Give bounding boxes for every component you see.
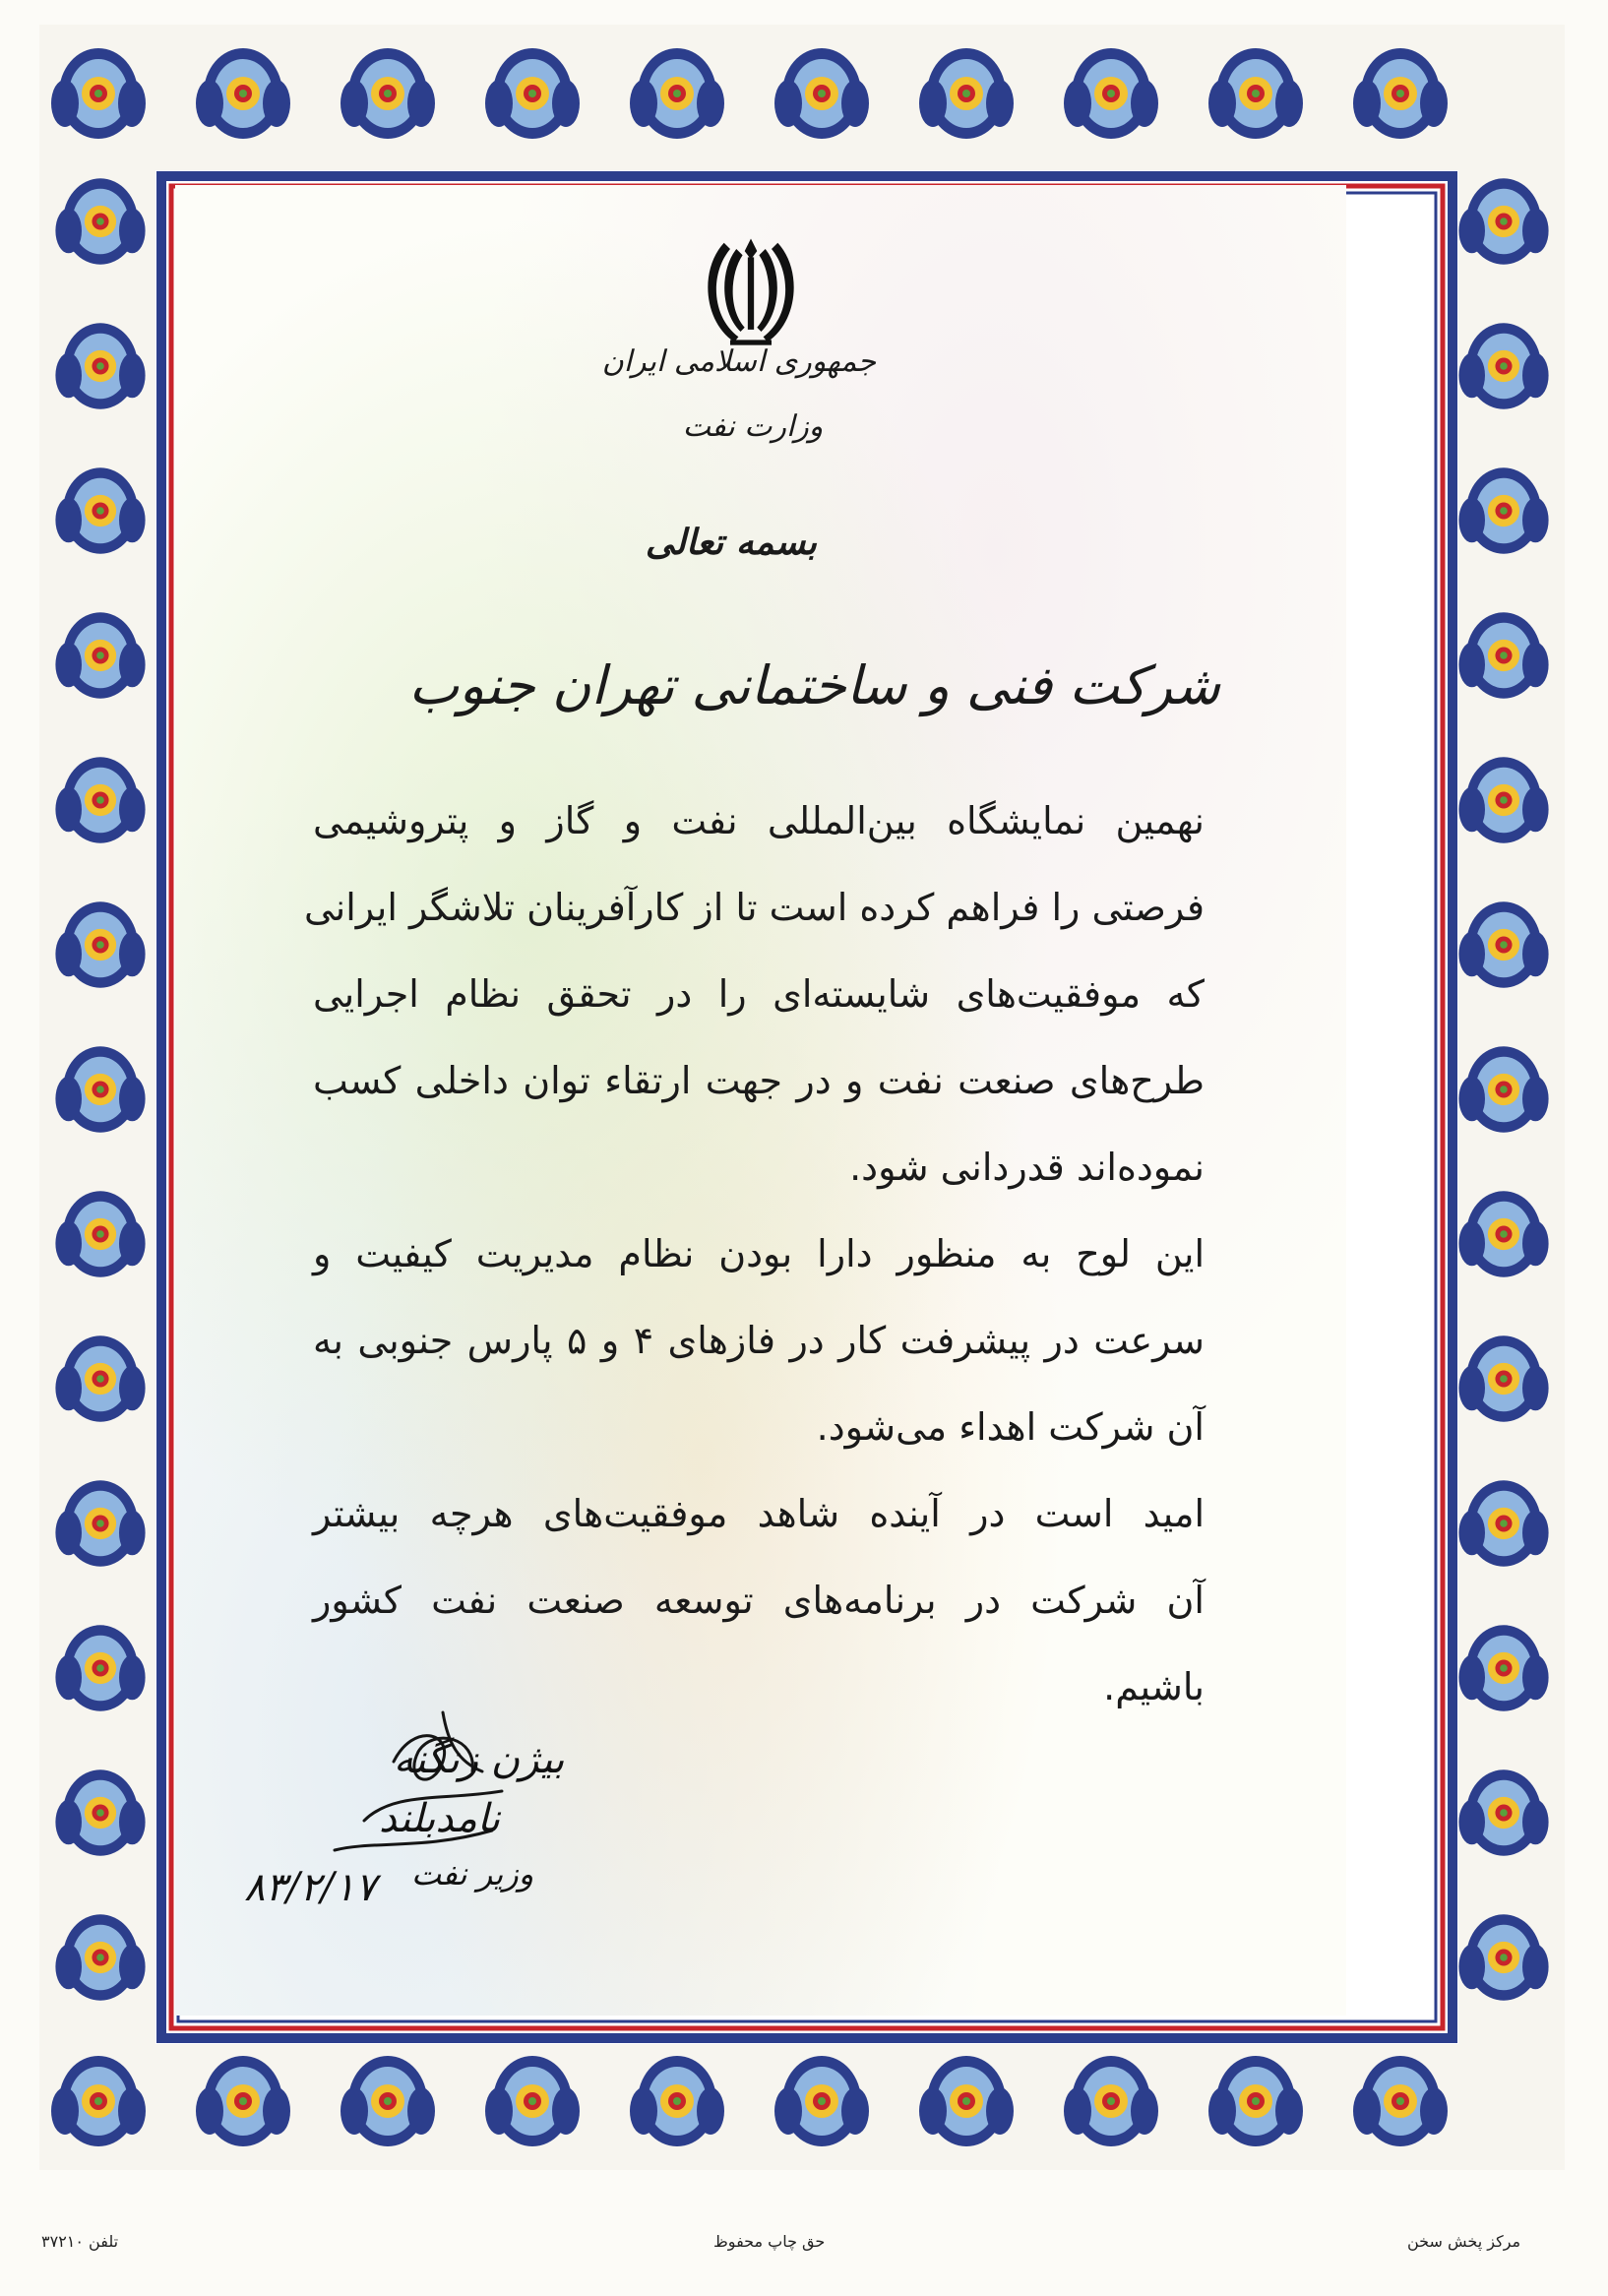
body-line: نموده‌اند قدردانی شود. (849, 1146, 1205, 1189)
body-line: طرح‌های صنعت نفت و در جهت ارتقاء توان داخلی کسب (313, 1059, 1205, 1102)
body-line: امید است در آینده شاهد موفقیت‌های هرچه بیشتر (313, 1492, 1205, 1535)
basmala: بسمه تعالی (645, 522, 817, 563)
signature-title: وزیر نفت (411, 1855, 534, 1893)
iran-emblem-icon (689, 228, 813, 352)
body-line: نهمین نمایشگاه بین‌المللی نفت و گاز و پتروشیمی (313, 799, 1205, 842)
recipient-name: شرکت فنی و ساختمانی تهران جنوب (408, 654, 1220, 716)
body-line: سرعت در پیشرفت کار در فازهای ۴ و ۵ پارس جنوبی به (313, 1319, 1205, 1362)
body-line: که موفقیت‌های شایسته‌ای را در تحقق نظام اجرایی (313, 972, 1205, 1016)
body-line: فرصتی را فراهم کرده است تا از کارآفرینان تلاشگر ایرانی (303, 886, 1205, 929)
body-line: آن شرکت در برنامه‌های توسعه صنعت نفت کشور (313, 1579, 1205, 1622)
body-line: آن شرکت اهداء می‌شود. (816, 1405, 1205, 1449)
signature-date: ۸۳/۲/۱۷ (244, 1865, 377, 1910)
footer-copyright: حق چاپ محفوظ (713, 2232, 826, 2251)
signature-extra: نامدبلند (379, 1796, 501, 1841)
ministry-title: وزارت نفت (682, 409, 824, 444)
body-line: این لوح به منظور دارا بودن نظام مدیریت کیفیت و (313, 1232, 1205, 1275)
footer-publisher: مرکز پخش سخن (1407, 2232, 1521, 2251)
footer-phone: تلفن ۳۷۲۱۰ (41, 2232, 119, 2251)
body-line: باشیم. (1103, 1665, 1205, 1708)
republic-title: جمهوری اسلامی ایران (601, 344, 876, 379)
signature-name: بیژن زنگنه (394, 1737, 565, 1782)
